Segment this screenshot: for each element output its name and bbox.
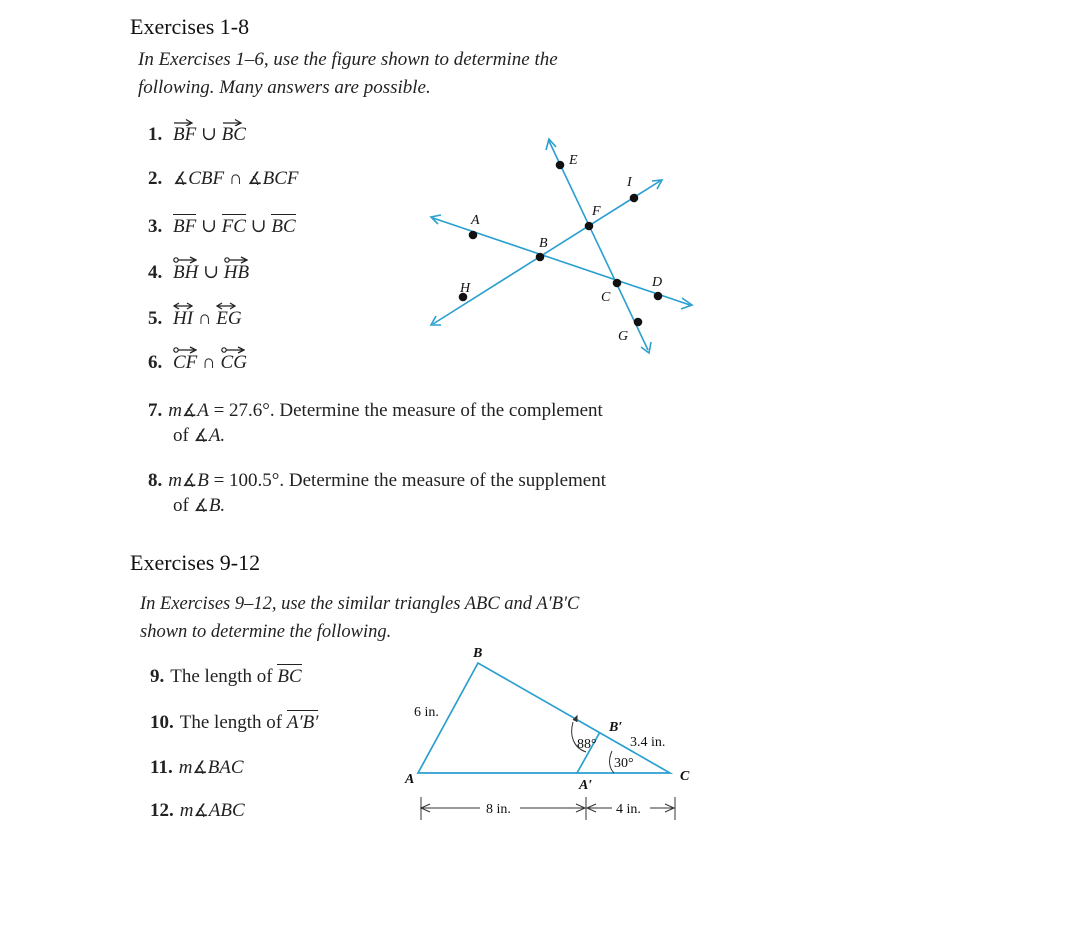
section1-intro-line2: following. Many answers are possible. <box>138 77 431 98</box>
line-hi: HI <box>173 308 194 329</box>
label-b: B <box>539 236 548 251</box>
half-line-cg: CG <box>220 352 247 373</box>
exercise-11 <box>150 757 244 779</box>
segment-bf: BF <box>173 212 196 238</box>
segment-apbp: A′B′ <box>287 708 319 734</box>
segment-bc: BC <box>271 212 295 238</box>
exercise-2 <box>148 168 299 190</box>
point-f <box>585 222 594 231</box>
intersection-symbol: ∩ <box>197 308 212 329</box>
exercise-5 <box>148 302 242 330</box>
union-symbol: ∪ <box>250 216 267 237</box>
point-i <box>630 194 639 203</box>
lines-figure <box>420 130 710 360</box>
exercise-8-number: 8. <box>148 470 163 491</box>
angle-icon: ∡ <box>193 801 209 820</box>
exercise-8 <box>148 468 606 518</box>
exercise-1-number: 1. <box>148 124 163 145</box>
label-6in: 6 in. <box>414 705 439 720</box>
exercise-6 <box>148 346 247 374</box>
point-d <box>654 292 663 301</box>
half-line-bh: BH <box>173 262 199 283</box>
angle-icon: ∡ <box>173 169 189 188</box>
union-symbol: ∪ <box>200 216 217 237</box>
angle-icon: ∡ <box>192 758 208 777</box>
exercise-11-number: 11. <box>150 757 173 778</box>
exercise-8-line2: of <box>173 495 194 516</box>
line-eg: EG <box>216 308 242 329</box>
point-g <box>634 318 643 327</box>
exercise-9-text: The length of <box>170 666 278 687</box>
label-30deg: 30° <box>614 756 634 771</box>
section2-intro <box>140 590 579 646</box>
ray-bf: BF <box>173 124 197 145</box>
half-line-hb: HB <box>223 262 250 283</box>
label-8in: 8 in. <box>486 802 511 817</box>
line-eg-drawn <box>549 141 648 350</box>
label-b-tri: B <box>473 646 483 661</box>
angle-icon: ∡ <box>181 471 198 490</box>
segment-fc: FC <box>222 212 246 238</box>
exercise-7-line2: of <box>173 425 194 446</box>
union-symbol: ∪ <box>203 262 219 283</box>
section1-intro <box>138 46 558 102</box>
exercise-6-number: 6. <box>148 352 163 373</box>
angle-icon: ∡ <box>193 426 209 445</box>
exercise-1 <box>148 118 246 146</box>
angle-icon: ∡ <box>247 169 263 188</box>
measure-m: m <box>179 800 194 821</box>
exercise-10-number: 10. <box>150 712 174 733</box>
angle-b: B <box>197 470 209 491</box>
angle-b-ref: B. <box>208 495 226 516</box>
label-i: I <box>627 175 632 190</box>
point-b <box>536 253 545 262</box>
label-3-4in: 3.4 in. <box>630 735 666 750</box>
segment-bc-2: BC <box>277 662 301 688</box>
exercise-7-number: 7. <box>148 400 163 421</box>
exercise-12-number: 12. <box>150 800 174 821</box>
exercise-4 <box>148 256 249 284</box>
label-bprime: B′ <box>609 720 623 735</box>
measure-m: m <box>168 400 182 421</box>
exercise-7 <box>148 398 603 448</box>
label-g: G <box>618 329 629 344</box>
ray-bc: BC <box>221 124 246 145</box>
label-4in: 4 in. <box>616 802 641 817</box>
label-88deg: 88° <box>577 737 597 752</box>
label-a: A <box>471 213 480 228</box>
angle-a: A <box>197 400 209 421</box>
exercise-4-number: 4. <box>148 262 163 283</box>
union-symbol: ∪ <box>200 124 217 145</box>
half-line-cf: CF <box>173 352 198 373</box>
angle-cbf: CBF <box>188 168 225 189</box>
exercise-3-number: 3. <box>148 216 163 237</box>
label-a-tri: A <box>405 772 415 787</box>
label-h: H <box>460 281 471 296</box>
exercise-3 <box>148 212 296 238</box>
measure-m: m <box>168 470 182 491</box>
triangles-figure <box>395 640 705 830</box>
label-f: F <box>592 204 601 219</box>
angle-icon: ∡ <box>193 496 209 515</box>
intersection-symbol: ∩ <box>228 168 243 189</box>
angle-abc: ABC <box>208 800 245 821</box>
point-a <box>469 231 478 240</box>
point-e <box>556 161 565 170</box>
exercise-12 <box>150 800 245 822</box>
section1-intro-line1: In Exercises 1–6, use the figure shown to determine the <box>138 49 558 70</box>
exercise-5-number: 5. <box>148 308 163 329</box>
section2-heading: Exercises 9-12 <box>130 550 261 575</box>
section1-heading: Exercises 1-8 <box>130 14 250 39</box>
label-aprime: A′ <box>579 778 593 793</box>
point-c <box>613 279 622 288</box>
exercise-10 <box>150 708 318 734</box>
angle-bac: BAC <box>207 757 244 778</box>
exercise-7-text: = 27.6°. Determine the measure of the complement <box>208 400 603 421</box>
section2-intro-line1: In Exercises 9–12, use the similar triangles ABC and A′B′C <box>140 594 580 614</box>
angle-icon: ∡ <box>181 401 198 420</box>
label-c: C <box>601 290 611 305</box>
exercise-10-text: The length of <box>179 712 287 733</box>
label-c-tri: C <box>680 769 690 784</box>
exercise-2-number: 2. <box>148 168 163 189</box>
angle-a-ref: A. <box>208 425 226 446</box>
label-d: D <box>652 275 663 290</box>
measure-m: m <box>178 757 193 778</box>
label-e: E <box>569 153 578 168</box>
exercise-8-text: = 100.5°. Determine the measure of the supplement <box>208 470 606 491</box>
intersection-symbol: ∩ <box>202 352 216 373</box>
exercise-9-number: 9. <box>150 666 165 687</box>
angle-bcf: BCF <box>262 168 299 189</box>
exercise-9 <box>150 662 302 688</box>
section2-intro-line2: shown to determine the following. <box>140 622 392 642</box>
